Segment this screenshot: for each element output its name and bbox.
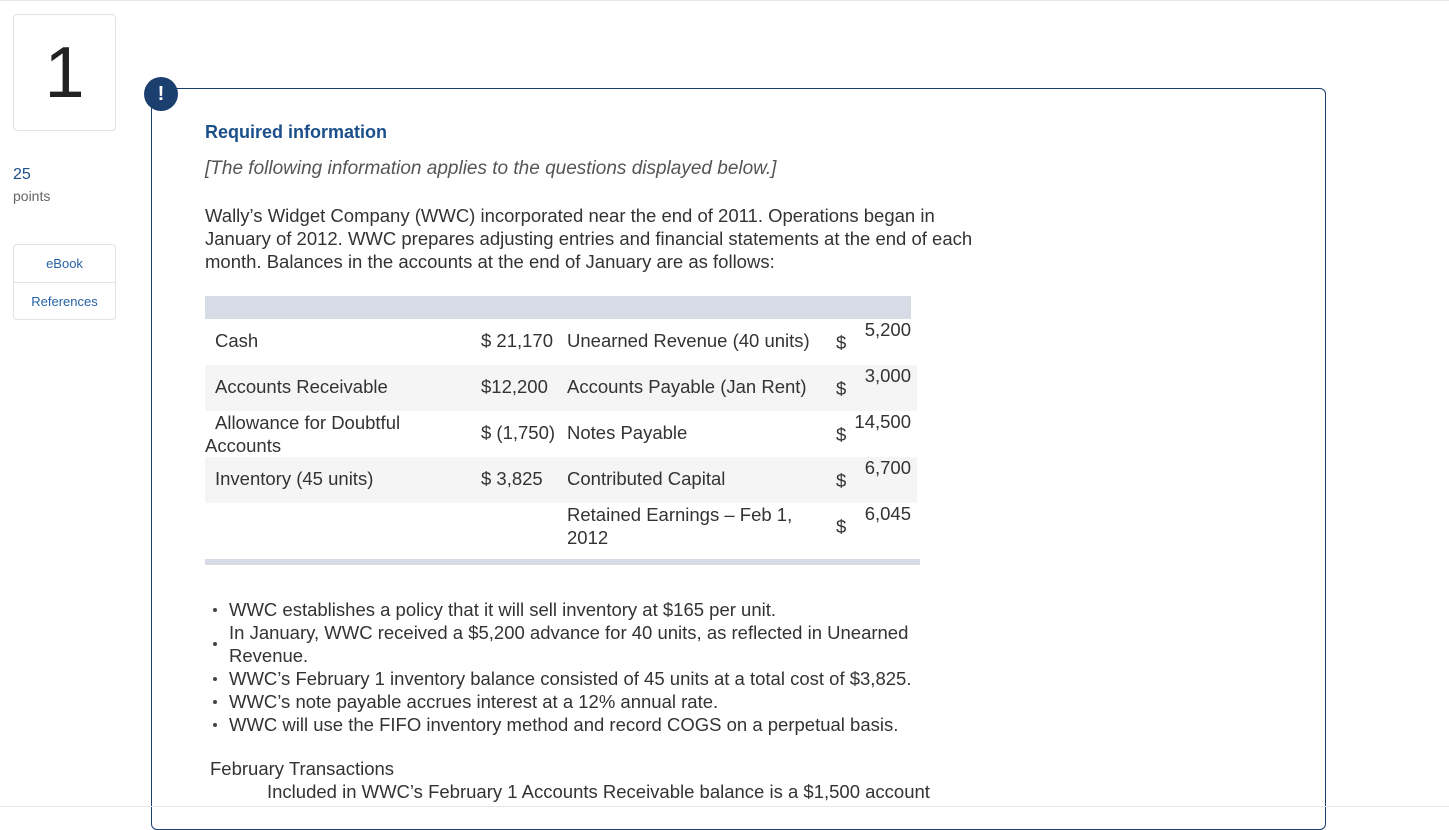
top-divider xyxy=(0,0,1449,1)
points-value: 25 xyxy=(13,166,31,183)
card-title: Required information xyxy=(205,122,388,142)
bullet-text: WWC’s February 1 inventory balance consisted of 45 units at a total cost of $3,825. xyxy=(229,668,912,689)
table-row xyxy=(205,365,917,411)
right-amount: 3,000 xyxy=(864,365,911,386)
table-footer xyxy=(205,559,920,565)
bullet-text: WWC will use the FIFO inventory method and record COGS on a perpetual basis. xyxy=(229,714,899,735)
table-row xyxy=(205,319,917,365)
alert-icon: ! xyxy=(144,77,178,111)
left-label: Cash xyxy=(215,330,259,351)
intro-paragraph: Wally’s Widget Company (WWC) incorporated near the end of 2011. Operations began in January of 2012. WWC prepares adjusting entries and financial statements at the end of each month. Balances in the accounts at the end of January are as follows: xyxy=(205,205,973,272)
bottom-divider xyxy=(0,806,1449,807)
left-label: Inventory (45 units) xyxy=(215,468,374,489)
card-subtitle: [The following information applies to the questions displayed below.] xyxy=(205,158,777,179)
references-link[interactable]: References xyxy=(14,282,115,320)
left-amount: $ (1,750) xyxy=(481,422,556,443)
right-label: Notes Payable xyxy=(567,422,688,443)
right-label: Retained Earnings – Feb 1, 2012 xyxy=(567,504,793,548)
table-row xyxy=(205,457,917,503)
table-header xyxy=(205,296,911,319)
list-item xyxy=(205,621,985,667)
table-row xyxy=(205,503,917,549)
info-bullet-list xyxy=(205,598,985,736)
question-number: 1 xyxy=(13,14,116,131)
bullet-icon xyxy=(213,677,217,681)
february-transactions-heading: February Transactions xyxy=(210,758,395,779)
currency-symbol: $ xyxy=(836,378,847,399)
right-label: Accounts Payable (Jan Rent) xyxy=(567,376,807,397)
side-links-panel xyxy=(13,244,116,320)
points-label: points xyxy=(13,188,51,204)
bullet-icon xyxy=(213,608,217,612)
bullet-icon xyxy=(213,723,217,727)
right-label: Unearned Revenue (40 units) xyxy=(567,330,810,351)
february-transactions-text: Included in WWC’s February 1 Accounts Receivable balance is a $1,500 account xyxy=(267,781,930,802)
currency-symbol: $ xyxy=(836,332,847,353)
required-information-card xyxy=(151,88,1326,830)
left-label: Accounts Receivable xyxy=(215,376,388,397)
list-item xyxy=(205,598,985,621)
left-label: Allowance for Doubtful Accounts xyxy=(205,412,401,456)
bullet-text: WWC’s note payable accrues interest at a 12% annual rate. xyxy=(229,691,719,712)
list-item xyxy=(205,690,985,713)
currency-symbol: $ xyxy=(836,516,847,537)
left-amount: $ 3,825 xyxy=(481,468,543,489)
left-amount: $12,200 xyxy=(481,376,548,397)
left-amount: $ 21,170 xyxy=(481,330,554,351)
table-row xyxy=(205,411,917,457)
right-amount: 6,045 xyxy=(864,503,911,524)
right-amount: 14,500 xyxy=(854,411,911,432)
right-label: Contributed Capital xyxy=(567,468,726,489)
bullet-icon xyxy=(213,700,217,704)
right-amount: 6,700 xyxy=(864,457,911,478)
right-amount: 5,200 xyxy=(864,319,911,340)
list-item xyxy=(205,713,985,736)
bullet-text: In January, WWC received a $5,200 advance for 40 units, as reflected in Unearned Revenue. xyxy=(229,622,909,666)
currency-symbol: $ xyxy=(836,470,847,491)
ebook-link[interactable]: eBook xyxy=(46,256,83,271)
bullet-icon xyxy=(213,642,217,646)
list-item xyxy=(205,667,985,690)
currency-symbol: $ xyxy=(836,424,847,445)
bullet-text: WWC establishes a policy that it will sell inventory at $165 per unit. xyxy=(229,599,777,620)
